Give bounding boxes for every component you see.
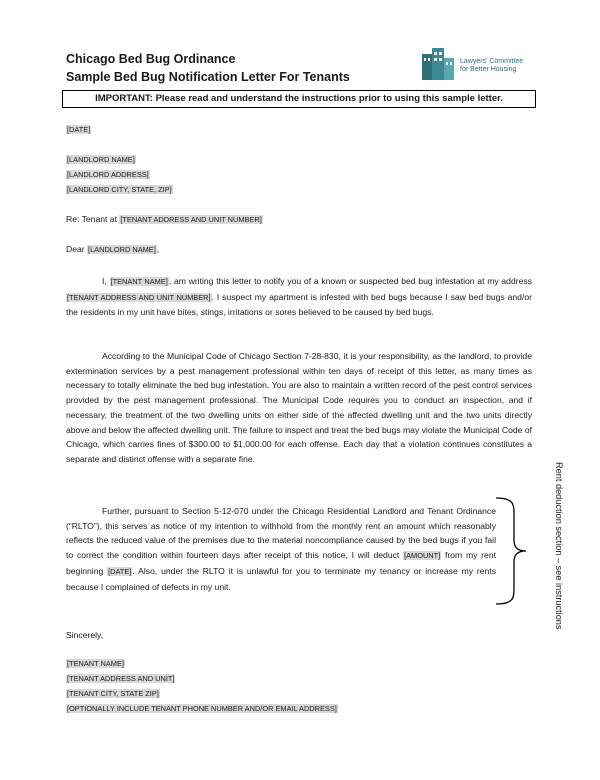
- date-placeholder: [DATE]: [67, 125, 91, 134]
- dear-suffix: ,: [156, 244, 160, 254]
- salutation: [66, 242, 159, 257]
- date-line: [66, 122, 91, 137]
- dear-prefix: Dear: [66, 244, 88, 254]
- closing: Sincerely,: [66, 630, 104, 640]
- p1-text-c: . I suspect my apartment is infested with bed bugs because I saw bed bugs and/or the residents in my unit have bites, stings, irritations or sores believed to be caused by bed bugs.: [66, 291, 532, 318]
- document-subtitle: Sample Bed Bug Notification Letter For Tenants: [66, 70, 350, 84]
- signature-tenant-contact-placeholder: [OPTIONALLY INCLUDE TENANT PHONE NUMBER AND/OR EMAIL ADDRESS]: [67, 704, 337, 713]
- building-logo-icon: [420, 46, 456, 82]
- p1-text-a: I,: [102, 276, 110, 286]
- logo-text: [460, 58, 523, 74]
- signature-tenant-city-placeholder: [TENANT CITY, STATE ZIP]: [67, 689, 159, 698]
- tenant-contact-line: [66, 701, 338, 716]
- re-line: [66, 212, 263, 227]
- landlord-city-placeholder: [LANDLORD CITY, STATE, ZIP]: [67, 185, 172, 194]
- important-notice: IMPORTANT: Please read and understand the instructions prior to using this sample letter.: [62, 90, 536, 108]
- re-placeholder: [TENANT ADDRESS AND UNIT NUMBER]: [120, 215, 262, 224]
- p3-text-c: . Also, under the RLTO it is unlawful for you to terminate my tenancy or increase my rents because I complained of defects in my unit.: [66, 565, 496, 592]
- p1-text-b: , am writing this letter to notify you of a known or suspected bed bug infestation at my address: [168, 276, 532, 286]
- p3-text-a: Further, pursuant to Section 5-12-070 under the Chicago Residential Landlord and Tenant Ordinance (“RLTO”), this serves as notice of my intention to withhold from the monthly rent an amount which reasonably reflects the reduced value of the premises due to the material noncompliance caused by the bed bugs if you fail to correct the condition within fourteen days after receipt of this notice, I will deduct: [66, 506, 496, 561]
- tenant-address-placeholder: [TENANT ADDRESS AND UNIT NUMBER]: [67, 292, 211, 302]
- landlord-name-line: [66, 152, 136, 167]
- paragraph-notification: [66, 274, 532, 320]
- landlord-name-placeholder: [LANDLORD NAME]: [67, 155, 135, 164]
- paragraph-rent-deduction: [66, 504, 496, 594]
- document-title: Chicago Bed Bug Ordinance: [66, 52, 236, 66]
- lcbh-logo: [420, 46, 540, 88]
- p3-text-b: from my rent beginning: [66, 550, 496, 576]
- signature-tenant-name-placeholder: [TENANT NAME]: [67, 659, 124, 668]
- tenant-name-placeholder: [TENANT NAME]: [110, 277, 168, 286]
- logo-text-line2: for Better Housing: [460, 66, 517, 73]
- dear-placeholder: [LANDLORD NAME]: [88, 245, 156, 254]
- rent-date-placeholder: [DATE]: [108, 566, 132, 576]
- side-note-container: [550, 462, 566, 662]
- side-note: Rent deduction section – see instructions: [554, 462, 564, 630]
- landlord-address-placeholder: [LANDLORD ADDRESS]: [67, 170, 149, 179]
- landlord-city-line: [66, 182, 173, 197]
- signature-tenant-address-placeholder: [TENANT ADDRESS AND UNIT]: [67, 674, 175, 683]
- amount-placeholder: [AMOUNT]: [404, 551, 441, 561]
- tenant-name-line: [66, 656, 125, 671]
- paragraph-municipal-code: According to the Municipal Code of Chicago Section 7-28-830, it is your responsibility, as the landlord, to provide extermination services by a pest management professional within ten days of receipt of this letter, as many times as necessary to totally eliminate the bed bug infestation. You are also to maintain a written record of the pest control services provided by the pest management professional. The Municipal Code requires you to conduct an inspection, and if necessary, the treatment of the two dwelling units on either side of the affected dwelling unit and the two units directly above and below the affected dwelling unit. The failure to inspect and treat the bed bugs may violate the Municipal Code of Chicago, which carries fines of $300.00 to $1,000.00 for each offense. Each day that a violation continues constitutes a separate and distinct offense with a separate fine.: [66, 351, 532, 464]
- re-prefix: Re: Tenant at: [66, 214, 120, 224]
- tenant-city-line: [66, 686, 160, 701]
- logo-text-line1: Lawyers' Committee: [460, 58, 524, 65]
- tenant-address-line: [66, 671, 175, 686]
- right-brace-icon: [492, 496, 532, 606]
- landlord-address-line: [66, 167, 150, 182]
